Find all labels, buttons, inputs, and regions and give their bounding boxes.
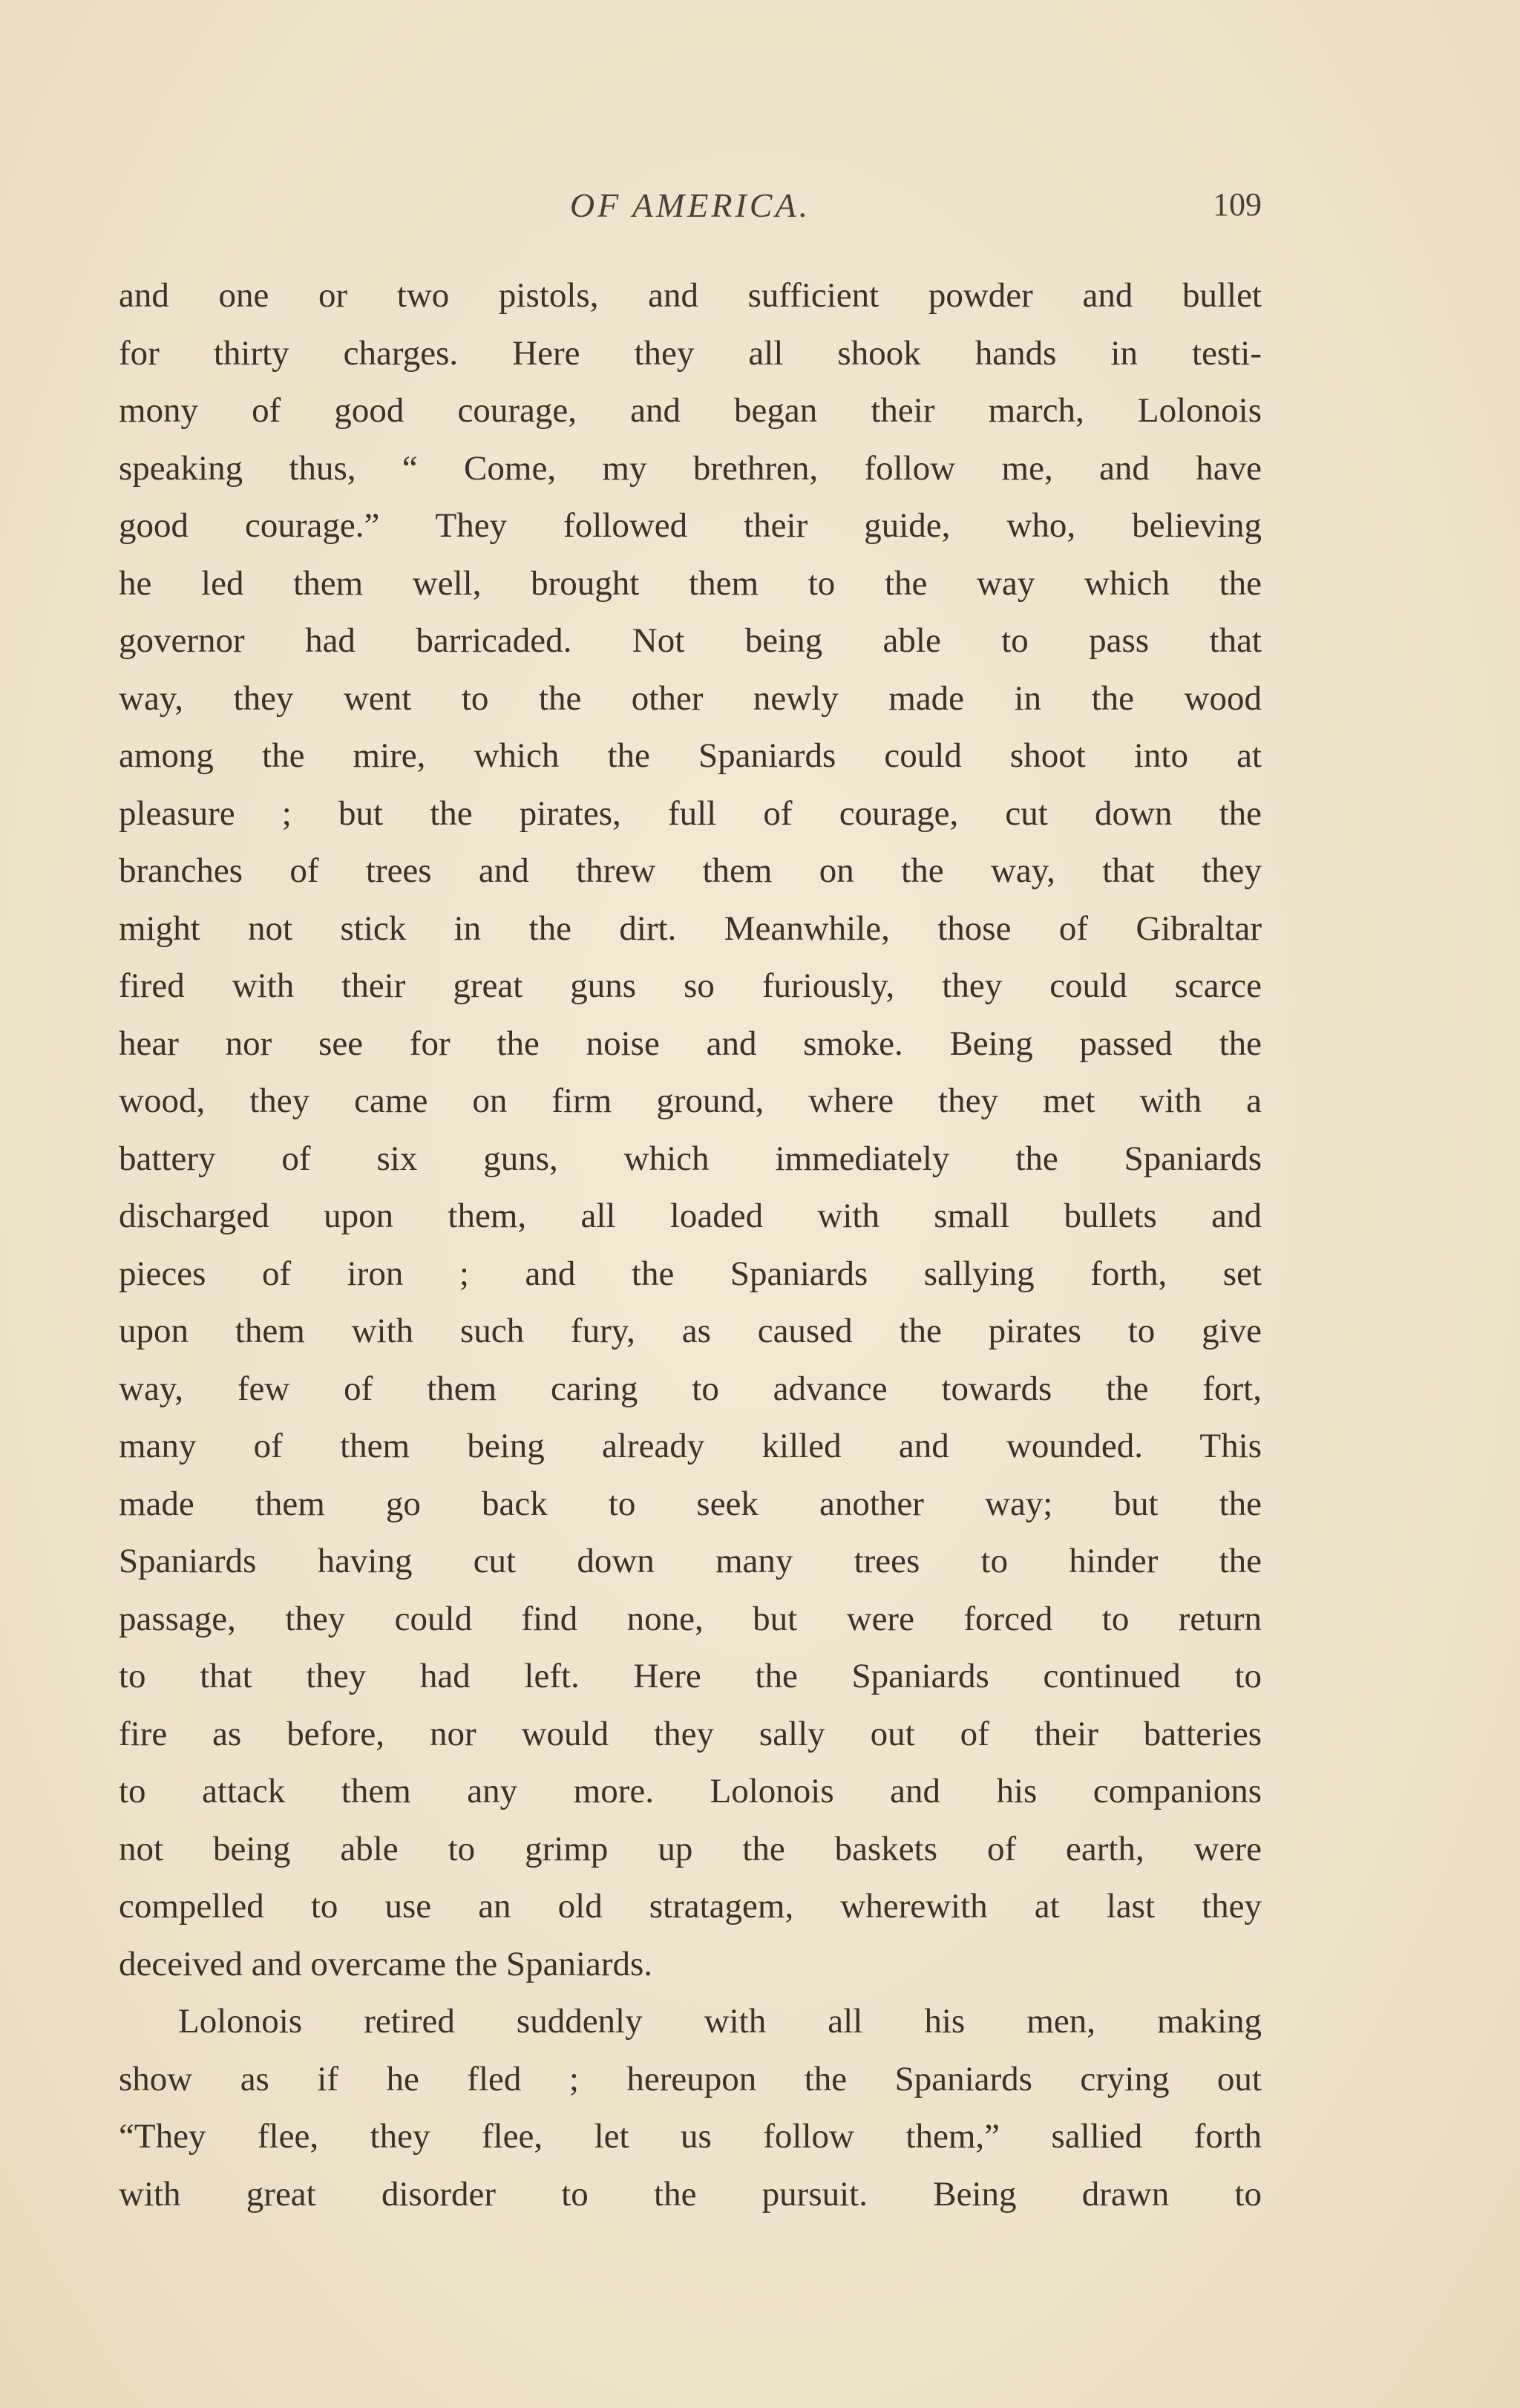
text-line: passage, they could find none, but were forced to return [119,1599,1262,1638]
text-line: for thirty charges. Here they all shook hands in testi- [119,333,1262,373]
text-line: and one or two pistols, and sufficient powder and bullet [119,276,1262,315]
text-line: way, they went to the other newly made in the wood [119,678,1262,718]
text-line: to that they had left. Here the Spaniards continued to [119,1657,1262,1695]
text-line: wood, they came on firm ground, where they met with a [119,1082,1262,1120]
text-line: deceived and overcame the Spaniards. [119,1944,653,1983]
text-line: made them go back to seek another way; but the [119,1484,1262,1523]
text-line: governor had barricaded. Not being able to pass that [119,621,1262,660]
text-line: might not stick in the dirt. Meanwhile, those of Gibraltar [119,909,1262,948]
text-line: hear nor see for the noise and smoke. Being passed the [119,1024,1262,1063]
text-line: with great disorder to the pursuit. Being drawn to [119,2174,1262,2214]
text-line: Spaniards having cut down many trees to hinder the [119,1542,1262,1580]
text-line: upon them with such fury, as caused the pirates to give [119,1312,1262,1350]
text-line: pieces of iron ; and the Spaniards sallying forth, set [119,1254,1262,1293]
text-line: pleasure ; but the pirates, full of courage, cut down the [119,794,1262,833]
text-line: to attack them any more. Lolonois and his companions [119,1772,1262,1810]
text-line: fired with their great guns so furiously, they could scarce [119,966,1262,1005]
text-line: mony of good courage, and began their march, Lolonois [119,391,1262,430]
text-line: not being able to grimp up the baskets of earth, were [119,1829,1262,1868]
page-number: 109 [1213,186,1262,223]
text-line: show as if he fled ; hereupon the Spaniards crying out [119,2059,1262,2098]
text-line: compelled to use an old stratagem, wherewith at last they [119,1887,1262,1926]
text-line: among the mire, which the Spaniards could shoot into at [119,736,1262,775]
text-line: he led them well, brought them to the way which the [119,563,1262,603]
page-header [119,186,1262,245]
running-title: OF AMERICA. [569,186,811,224]
text-line: way, few of them caring to advance towards the fort, [119,1369,1262,1408]
text-line: discharged upon them, all loaded with small bullets and [119,1197,1262,1235]
text-line: fire as before, nor would they sally out of their batteries [119,1714,1262,1753]
text-line: branches of trees and threw them on the way, that they [119,851,1262,890]
text-line: speaking thus, “ Come, my brethren, follow me, and have [119,448,1262,488]
text-line: battery of six guns, which immediately the Spaniards [119,1139,1262,1178]
body-text [119,267,1262,2223]
text-line: good courage.” They followed their guide, who, believing [119,506,1262,545]
text-line: Lolonois retired suddenly with all his men, making [178,2002,1262,2041]
text-line: “They flee, they flee, let us follow them,” sallied forth [119,2117,1262,2156]
text-line: many of them being already killed and wounded. This [119,1427,1262,1465]
